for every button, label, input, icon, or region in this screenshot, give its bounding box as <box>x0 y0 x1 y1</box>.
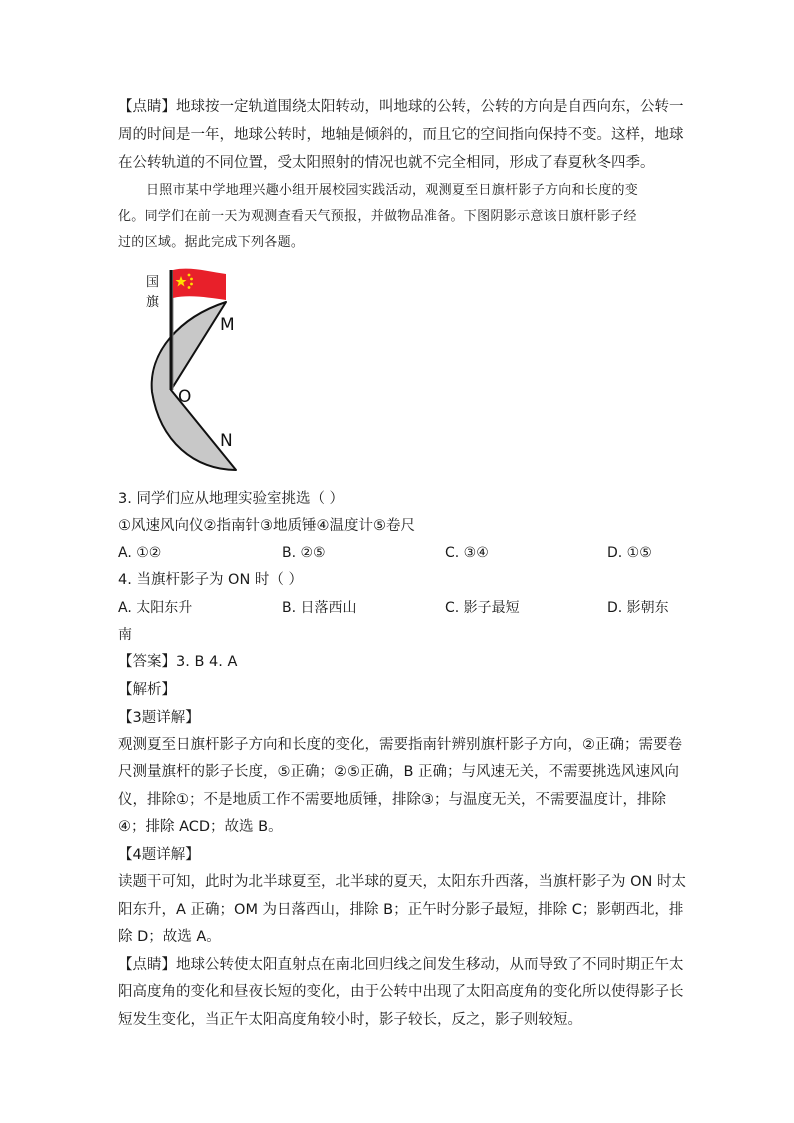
intro-line-3: 在公转轨道的不同位置，受太阳照射的情况也就不完全相同，形成了春夏秋冬四季。 <box>118 155 655 171</box>
q3-detail-line-3: 仪，排除①；不是地质工作不需要地质锤，排除③；与温度无关，不需要温度计，排除 <box>118 792 666 808</box>
stem-line-2: 化。同学们在前一天为观测查看天气预报，并做物品准备。下图阴影示意该日旗杆影子经 <box>118 209 637 224</box>
analysis-heading: 【解析】 <box>118 682 176 698</box>
q4-detail-heading: 【4题详解】 <box>118 847 200 863</box>
q4-option-c: C. 影子最短 <box>445 600 520 616</box>
q4-option-d-wrap: 南 <box>118 627 132 643</box>
intro-line-1: 【点睛】地球按一定轨道围绕太阳转动，叫地球的公转，公转的方向是自西向东，公转一 <box>118 99 684 115</box>
q3-option-b: B. ②⑤ <box>282 545 326 561</box>
q4-detail-line-2: 阳东升，A 正确；OM 为日落西山，排除 B；正午时分影子最短，排除 C；影朝西北，排 <box>118 902 684 918</box>
q3-detail-line-2: 尺测量旗杆的影子长度，⑤正确；②⑤正确，B 正确；与风速无关，不需要挑选风速风向 <box>118 764 680 780</box>
q3-option-c: C. ③④ <box>445 545 489 561</box>
q4-stem: 4. 当旗杆影子为 ON 时（ ） <box>118 572 304 588</box>
label-m: M <box>220 315 235 335</box>
pole-label-2: 旗 <box>146 295 160 310</box>
tip-line-3: 短发生变化，当正午太阳高度角较小时，影子较长，反之，影子则较短。 <box>118 1012 582 1028</box>
tip-line-2: 阳高度角的变化和昼夜长短的变化，由于公转中出现了太阳高度角的变化所以使得影子长 <box>118 984 684 1000</box>
pole-label-1: 国 <box>146 275 160 290</box>
label-n: N <box>220 431 233 451</box>
q3-stem: 3. 同学们应从地理实验室挑选（ ） <box>118 491 345 507</box>
flag <box>173 269 226 300</box>
q4-option-d: D. 影朝东 <box>607 600 669 616</box>
q4-option-a: A. 太阳东升 <box>118 600 193 616</box>
flagpole-shadow-diagram <box>140 262 250 474</box>
flag-star-small-4 <box>188 286 191 289</box>
q4-option-b: B. 日落西山 <box>282 600 357 616</box>
q3-detail-line-1: 观测夏至日旗杆影子方向和长度的变化，需要指南针辨别旗杆影子方向，②正确；需要卷 <box>118 737 682 753</box>
q3-items: ①风速风向仪②指南针③地质锤④温度计⑤卷尺 <box>118 518 415 534</box>
flag-star-small-2 <box>190 278 193 281</box>
q4-detail-line-1: 读题干可知，此时为北半球夏至，北半球的夏天，太阳东升西落，当旗杆影子为 ON 时太 <box>118 874 686 890</box>
flag-star-small-1 <box>188 274 191 277</box>
intro-line-2: 周的时间是一年，地球公转时，地轴是倾斜的，而且它的空间指向保持不变。这样，地球 <box>118 127 684 143</box>
answer-line: 【答案】3. B 4. A <box>118 654 238 670</box>
stem-line-3: 过的区域。据此完成下列各题。 <box>118 235 305 250</box>
q3-detail-heading: 【3题详解】 <box>118 710 200 726</box>
q3-option-a: A. ①② <box>118 545 162 561</box>
flagpole-shadow-figure <box>140 262 250 474</box>
q3-option-d: D. ①⑤ <box>607 545 652 561</box>
q3-detail-line-4: ④；排除 ACD；故选 B。 <box>118 819 283 835</box>
stem-line-1: 日照市某中学地理兴趣小组开展校园实践活动，观测夏至日旗杆影子方向和长度的变 <box>146 183 639 198</box>
flag-star-small-3 <box>190 283 193 286</box>
tip-line-1: 【点睛】地球公转使太阳直射点在南北回归线之间发生移动，从而导致了不同时期正午太 <box>118 957 684 973</box>
q4-detail-line-3: 除 D；故选 A。 <box>118 929 221 945</box>
label-o: O <box>178 387 192 407</box>
